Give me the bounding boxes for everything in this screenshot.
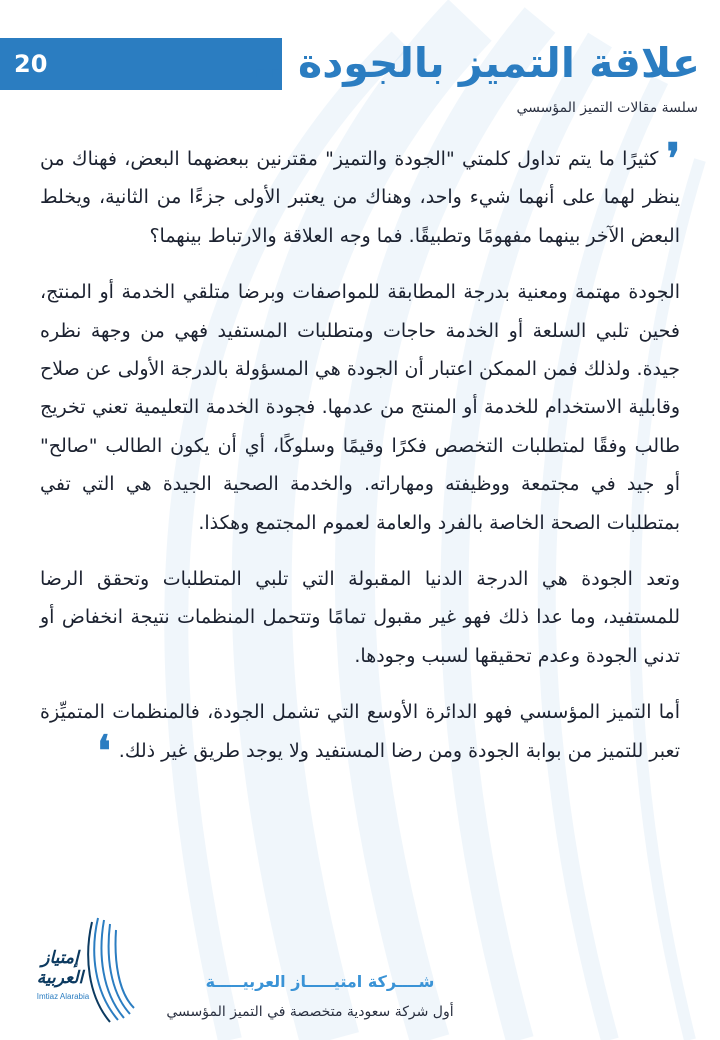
logo-arabic-line-1: إمتياز — [41, 948, 79, 968]
article-body — [40, 134, 680, 788]
paragraph-3: وتعد الجودة هي الدرجة الدنيا المقبولة التي تلبي المتطلبات وتحقق الرضا للمستفيد، وما عدا ذلك فهو غير مقبول تمامًا وتتحمل المنظمات نتيجة انخفاض أو تدني الجودة وعدم تحقيقها لسبب وجودها. — [40, 568, 680, 667]
paragraph-1-text: كثيرًا ما يتم تداول كلمتي "الجودة والتميز" مقترنين ببعضهما البعض، فهناك من ينظر لهما على أنهما شيء واحد، وهناك من يعتبر الأولى جزءًا من الثانية، ويخلط البعض الآخر بينهما مفهومًا وتطبيقًا. فما وجه العلاقة والارتباط بينهما؟ — [40, 148, 680, 247]
page-number: 20 — [14, 50, 48, 78]
page-title: علاقة التميز بالجودة .. — [252, 39, 700, 87]
logo-arabic-line-2: العربية — [36, 968, 84, 988]
paragraph-1 — [40, 134, 680, 255]
company-logo — [28, 912, 140, 1024]
paragraph-4 — [40, 693, 680, 775]
company-tagline: أول شركة سعودية متخصصة في التميز المؤسسي — [166, 1004, 454, 1020]
quote-close-icon: ❛ — [97, 725, 111, 775]
logo-english-name: Imtiaz Alarabia — [36, 992, 90, 1001]
company-name: شــــركة امتيـــــاز العربيـــــة — [205, 972, 435, 991]
quote-open-icon: ❜ — [666, 134, 680, 183]
series-subtitle: سلسة مقالات التميز المؤسسي — [516, 100, 698, 116]
paragraph-2: الجودة مهتمة ومعنية بدرجة المطابقة للمواصفات وبرضا متلقي الخدمة أو المنتج، فحين تلبي السلعة أو الخدمة حاجات ومتطلبات المستفيد فهي من وجهة نظره جيدة. ولذلك فمن الممكن اعتبار أن الجودة هي المسؤولة بالدرجة الأولى عن صلاح وقابلية الاستخدام للخدمة أو المنتج من عدمها. فجودة الخدمة التعليمية تعني تخريج طالب وفقًا لمتطلبات التخصص فكرًا وقيمًا وسلوكًا، أي أن يكون الطالب "صالح" أو جيد في مجتمعة ووظيفته ومهاراته. والخدمة الصحية الجيدة هي التي تفي بمتطلبات الصحة الخاصة بالفرد والعامة لعموم المجتمع وهكذا. — [40, 281, 680, 534]
paragraph-4-text: أما التميز المؤسسي فهو الدائرة الأوسع التي تشمل الجودة، فالمنظمات المتميِّزة تعبر للتميز من بوابة الجودة ومن رضا المستفيد ولا يوجد طريق غير ذلك. — [40, 701, 680, 762]
